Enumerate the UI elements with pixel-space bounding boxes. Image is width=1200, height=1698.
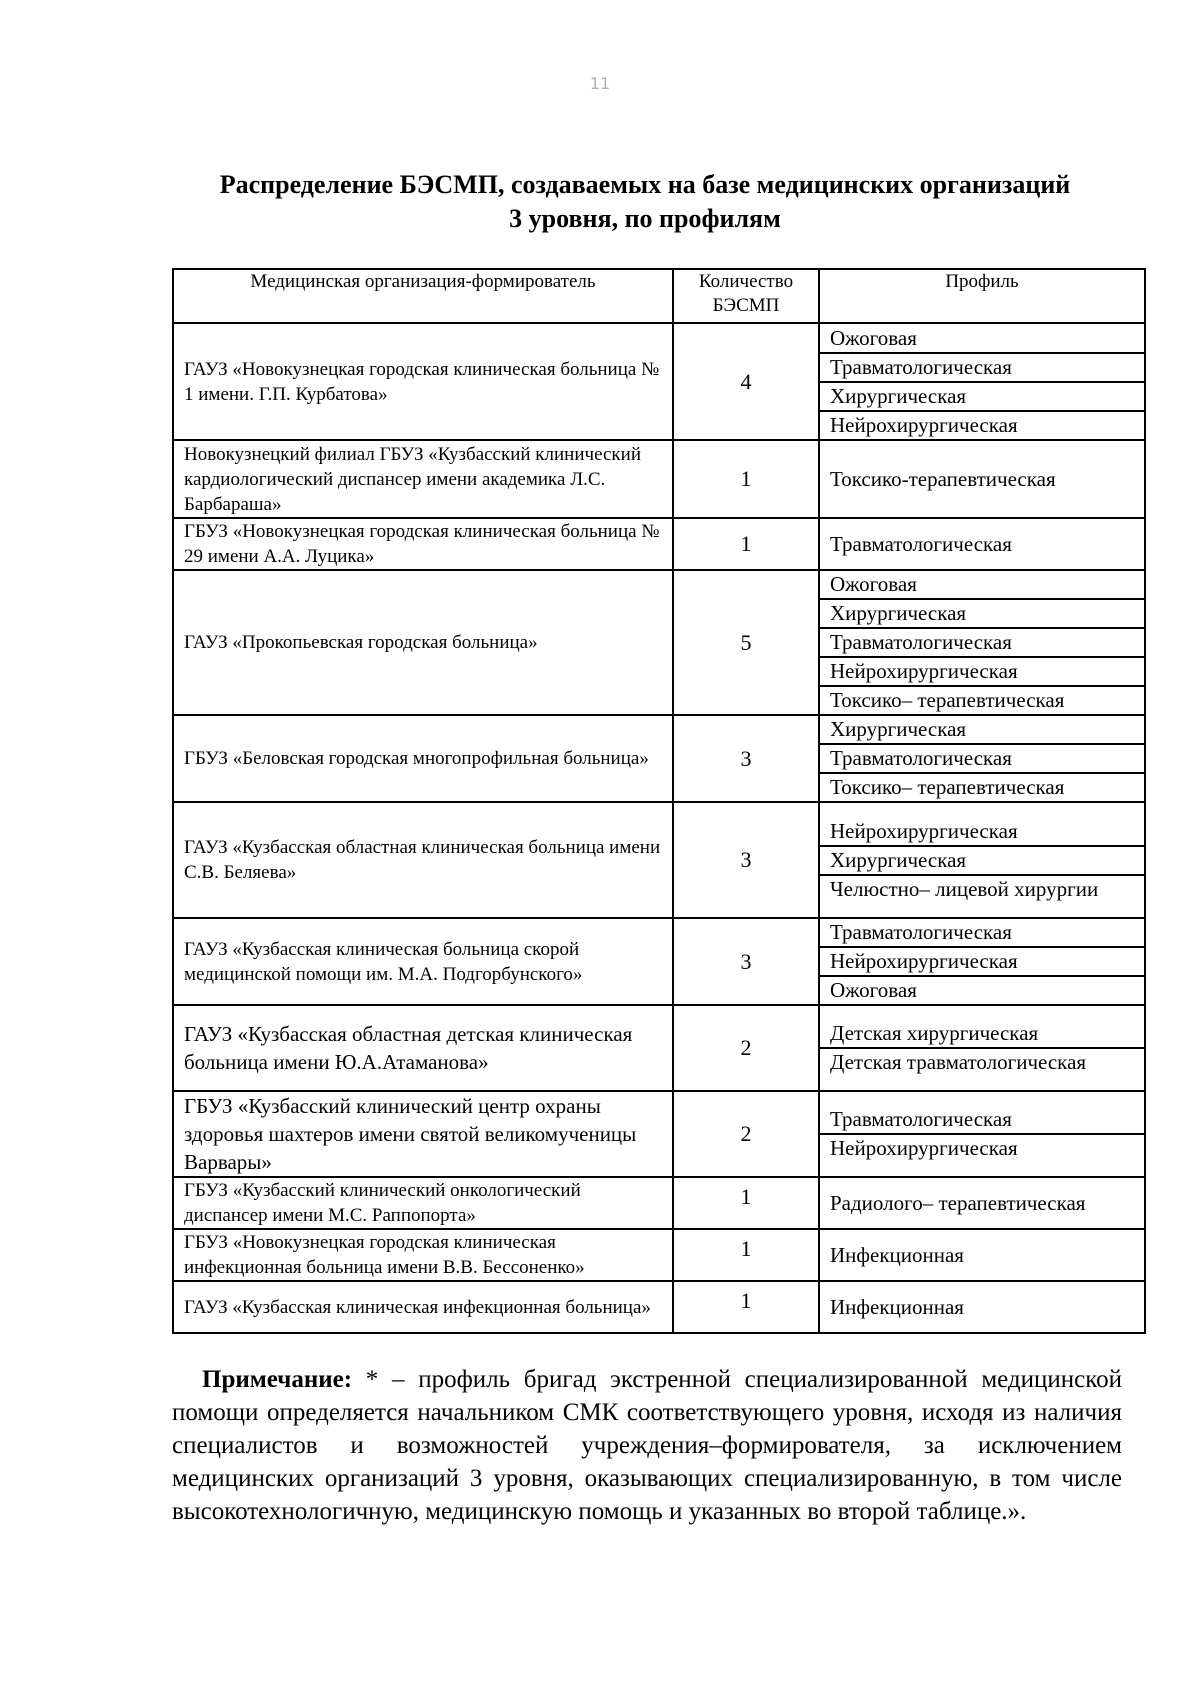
profile-cell [819, 323, 1145, 440]
profile-item: Хирургическая [820, 716, 1144, 745]
organization-cell: Новокузнецкий филиал ГБУЗ «Кузбасский клинический кардиологический диспансер имени академика Л.С. Барбараша» [173, 440, 673, 518]
profile-item: Токсико– терапевтическая [830, 775, 1065, 799]
table-row [173, 918, 1145, 1005]
profile-cell [819, 918, 1145, 1005]
profile-item: Травматологическая [820, 745, 1144, 774]
profile-item: Нейрохирургическая [820, 948, 1144, 977]
organization-cell: ГАУЗ «Кузбасская областная клиническая больница имени С.В. Беляева» [173, 802, 673, 918]
profile-item: Травматологическая [820, 919, 1144, 948]
count-cell: 3 [673, 802, 819, 918]
profile-item: Хирургическая [820, 600, 1144, 629]
title-line-1: Распределение БЭСМП, создаваемых на базе медицинских организаций [219, 170, 1071, 199]
profile-item: Радиолого– терапевтическая [830, 1190, 1086, 1215]
count-cell: 5 [673, 570, 819, 715]
organization-cell: ГАУЗ «Кузбасская областная детская клиническая больница имени Ю.А.Атаманова» [173, 1005, 673, 1091]
organization-cell: ГБУЗ «Кузбасский клинический центр охраны здоровья шахтеров имени святой великомученицы Варвары» [173, 1091, 673, 1177]
count-cell: 1 [673, 1177, 819, 1229]
note-paragraph [172, 1363, 1122, 1528]
profile-item: Нейрохирургическая [830, 1136, 1018, 1160]
table-row [173, 570, 1145, 715]
profile-item: Травматологическая [820, 629, 1144, 658]
profile-cell [819, 802, 1145, 918]
count-cell: 3 [673, 918, 819, 1005]
count-cell: 4 [673, 323, 819, 440]
profile-cell [819, 570, 1145, 715]
header-count-line-1: Количество [698, 271, 794, 292]
profile-item: Травматологическая [820, 354, 1144, 383]
profile-item: Хирургическая [820, 383, 1144, 412]
header-profile: Профиль [819, 269, 1145, 323]
organization-cell: ГАУЗ «Кузбасская клиническая инфекционная больница» [173, 1281, 673, 1333]
profile-cell [819, 1177, 1145, 1229]
note-label: Примечание: [202, 1366, 353, 1393]
table-row [173, 1229, 1145, 1281]
organization-cell: ГАУЗ «Кузбасская клиническая больница скорой медицинской помощи им. М.А. Подгорбунского» [173, 918, 673, 1005]
profile-item: Ожоговая [820, 571, 1144, 600]
count-cell: 1 [673, 440, 819, 518]
profile-cell [819, 1091, 1145, 1177]
organization-cell: ГБУЗ «Новокузнецкая городская клиническая больница № 29 имени А.А. Луцика» [173, 518, 673, 570]
count-cell: 1 [673, 518, 819, 570]
profile-item: Нейрохирургическая [830, 412, 1018, 437]
profile-cell [819, 518, 1145, 570]
profile-item: Ожоговая [820, 325, 1144, 354]
organization-cell: ГБУЗ «Беловская городская многопрофильная больница» [173, 715, 673, 802]
profile-item: Хирургическая [820, 847, 1144, 876]
title-line-2: 3 уровня, по профилям [509, 204, 781, 233]
table-row [173, 1281, 1145, 1333]
header-organization: Медицинская организация-формирователь [173, 269, 673, 323]
count-cell: 1 [673, 1229, 819, 1281]
header-count-line-2: БЭСМП [712, 295, 780, 316]
profile-item: Травматологическая [830, 531, 1012, 556]
profile-cell [819, 440, 1145, 518]
table-row [173, 1005, 1145, 1091]
page-title [150, 168, 1140, 236]
profile-cell [819, 1005, 1145, 1091]
profile-item: Нейрохирургическая [820, 818, 1144, 847]
count-cell: 3 [673, 715, 819, 802]
profile-item: Инфекционная [830, 1242, 964, 1267]
note-text: * – профиль бригад экстренной специализированной медицинской помощи определяется начальником СМК соответствующего уровня, исходя из наличия специалистов и возможностей учреждения–формирователя, за исключением медицинских организаций 3 уровня, оказывающих специализированную, в том числе высокотехнологичную, медицинскую помощь и указанных во второй таблице.». [172, 1366, 1122, 1525]
profile-item: Нейрохирургическая [820, 658, 1144, 687]
organization-cell: ГАУЗ «Новокузнецкая городская клиническая больница № 1 имени. Г.П. Курбатова» [173, 323, 673, 440]
profile-item: Челюстно– лицевой хирургии [830, 876, 1099, 901]
profile-cell [819, 1281, 1145, 1333]
organization-cell: ГБУЗ «Новокузнецкая городская клиническая инфекционная больница имени В.В. Бессоненко» [173, 1229, 673, 1281]
profile-item: Детская травматологическая [830, 1050, 1087, 1074]
profile-cell [819, 715, 1145, 802]
profile-item: Детская хирургическая [820, 1020, 1144, 1049]
header-count [673, 269, 819, 323]
table-row [173, 440, 1145, 518]
profile-item: Травматологическая [820, 1106, 1144, 1135]
count-cell: 1 [673, 1281, 819, 1333]
table-body [173, 323, 1145, 1333]
table-row [173, 802, 1145, 918]
profile-item: Токсико-терапевтическая [830, 466, 1056, 491]
profile-item: Токсико– терапевтическая [830, 688, 1065, 712]
page-number: 11 [589, 74, 611, 93]
count-cell: 2 [673, 1005, 819, 1091]
profile-cell [819, 1229, 1145, 1281]
count-cell: 2 [673, 1091, 819, 1177]
organization-cell: ГБУЗ «Кузбасский клинический онкологический диспансер имени М.С. Раппопорта» [173, 1177, 673, 1229]
distribution-table [172, 268, 1146, 1334]
table-row [173, 518, 1145, 570]
profile-item: Ожоговая [830, 978, 917, 1002]
organization-cell: ГАУЗ «Прокопьевская городская больница» [173, 570, 673, 715]
table-row [173, 715, 1145, 802]
table-row [173, 1177, 1145, 1229]
table-row [173, 1091, 1145, 1177]
profile-item: Инфекционная [830, 1294, 964, 1319]
table-row [173, 323, 1145, 440]
